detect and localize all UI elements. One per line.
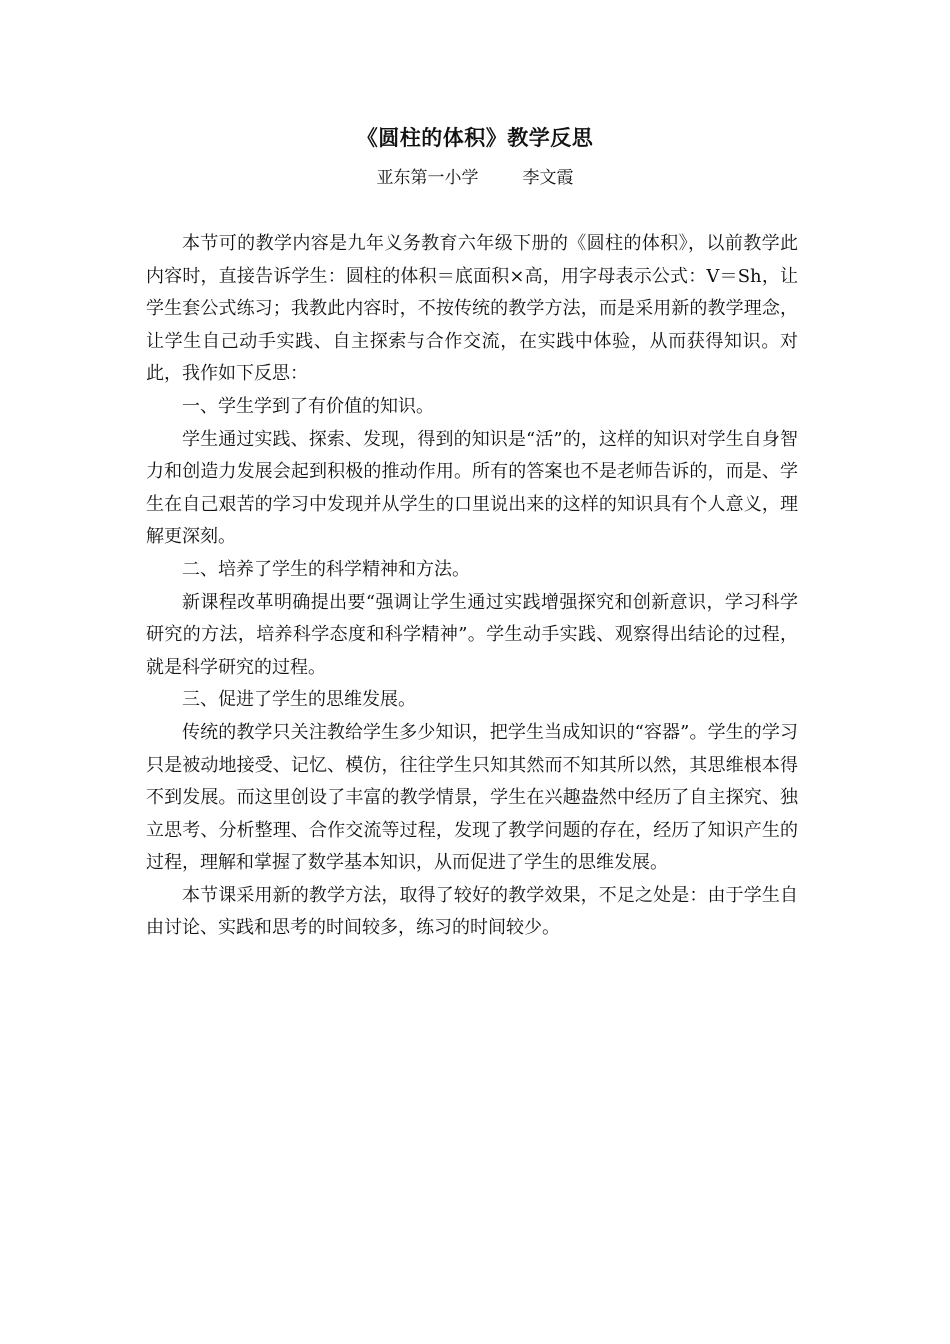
- section-paragraph-1: 学生通过实践、探索、发现，得到的知识是“活”的，这样的知识对学生自身智力和创造力发展会起到积极的推动作用。所有的答案也不是老师告诉的，而是、学生在自己艰苦的学习中发现并从学生的口里说出来的这样的知识具有个人意义，理解更深刻。: [146, 428, 798, 548]
- conclusion-paragraph: 本节课采用新的教学方法，取得了较好的教学效果，不足之处是：由于学生自由讨论、实践和思考的时间较多，练习的时间较少。: [146, 884, 798, 939]
- byline: [0, 164, 950, 192]
- section-paragraph-3: 传统的教学只关注教给学生多少知识，把学生当成知识的“容器”。学生的学习只是被动地接受、记忆、模仿，往往学生只知其然而不知其所以然，其思维根本得不到发展。而这里创设了丰富的教学情景，学生在兴趣盎然中经历了自主探究、独立思考、分析整理、合作交流等过程，发现了教学问题的存在，经历了知识产生的过程，理解和掌握了数学基本知识，从而促进了学生的思维发展。: [146, 721, 798, 874]
- section-paragraph-2: 新课程改革明确提出要“强调让学生通过实践增强探究和创新意识，学习科学研究的方法，培养科学态度和科学精神”。学生动手实践、观察得出结论的过程，就是科学研究的过程。: [146, 591, 798, 678]
- section-heading-1: 一、学生学到了有价值的知识。: [182, 395, 434, 417]
- author-name: 李文霞: [522, 168, 574, 188]
- school-name: 亚东第一小学: [376, 168, 479, 188]
- section-heading-3: 三、促进了学生的思维发展。: [182, 689, 416, 711]
- section-heading-2: 二、培养了学生的科学精神和方法。: [182, 558, 470, 580]
- document-body: [146, 228, 798, 945]
- intro-paragraph: 本节可的教学内容是九年义务教育六年级下册的《圆柱的体积》，以前教学此内容时，直接告诉学生：圆柱的体积＝底面积×高，用字母表示公式：V＝Sh，让学生套公式练习；我教此内容时，不按传统的教学方法，而是采用新的教学理念，让学生自己动手实践、自主探索与合作交流，在实践中体验，从而获得知识。对此，我作如下反思：: [146, 233, 798, 385]
- document-title: 《圆柱的体积》教学反思: [356, 126, 594, 150]
